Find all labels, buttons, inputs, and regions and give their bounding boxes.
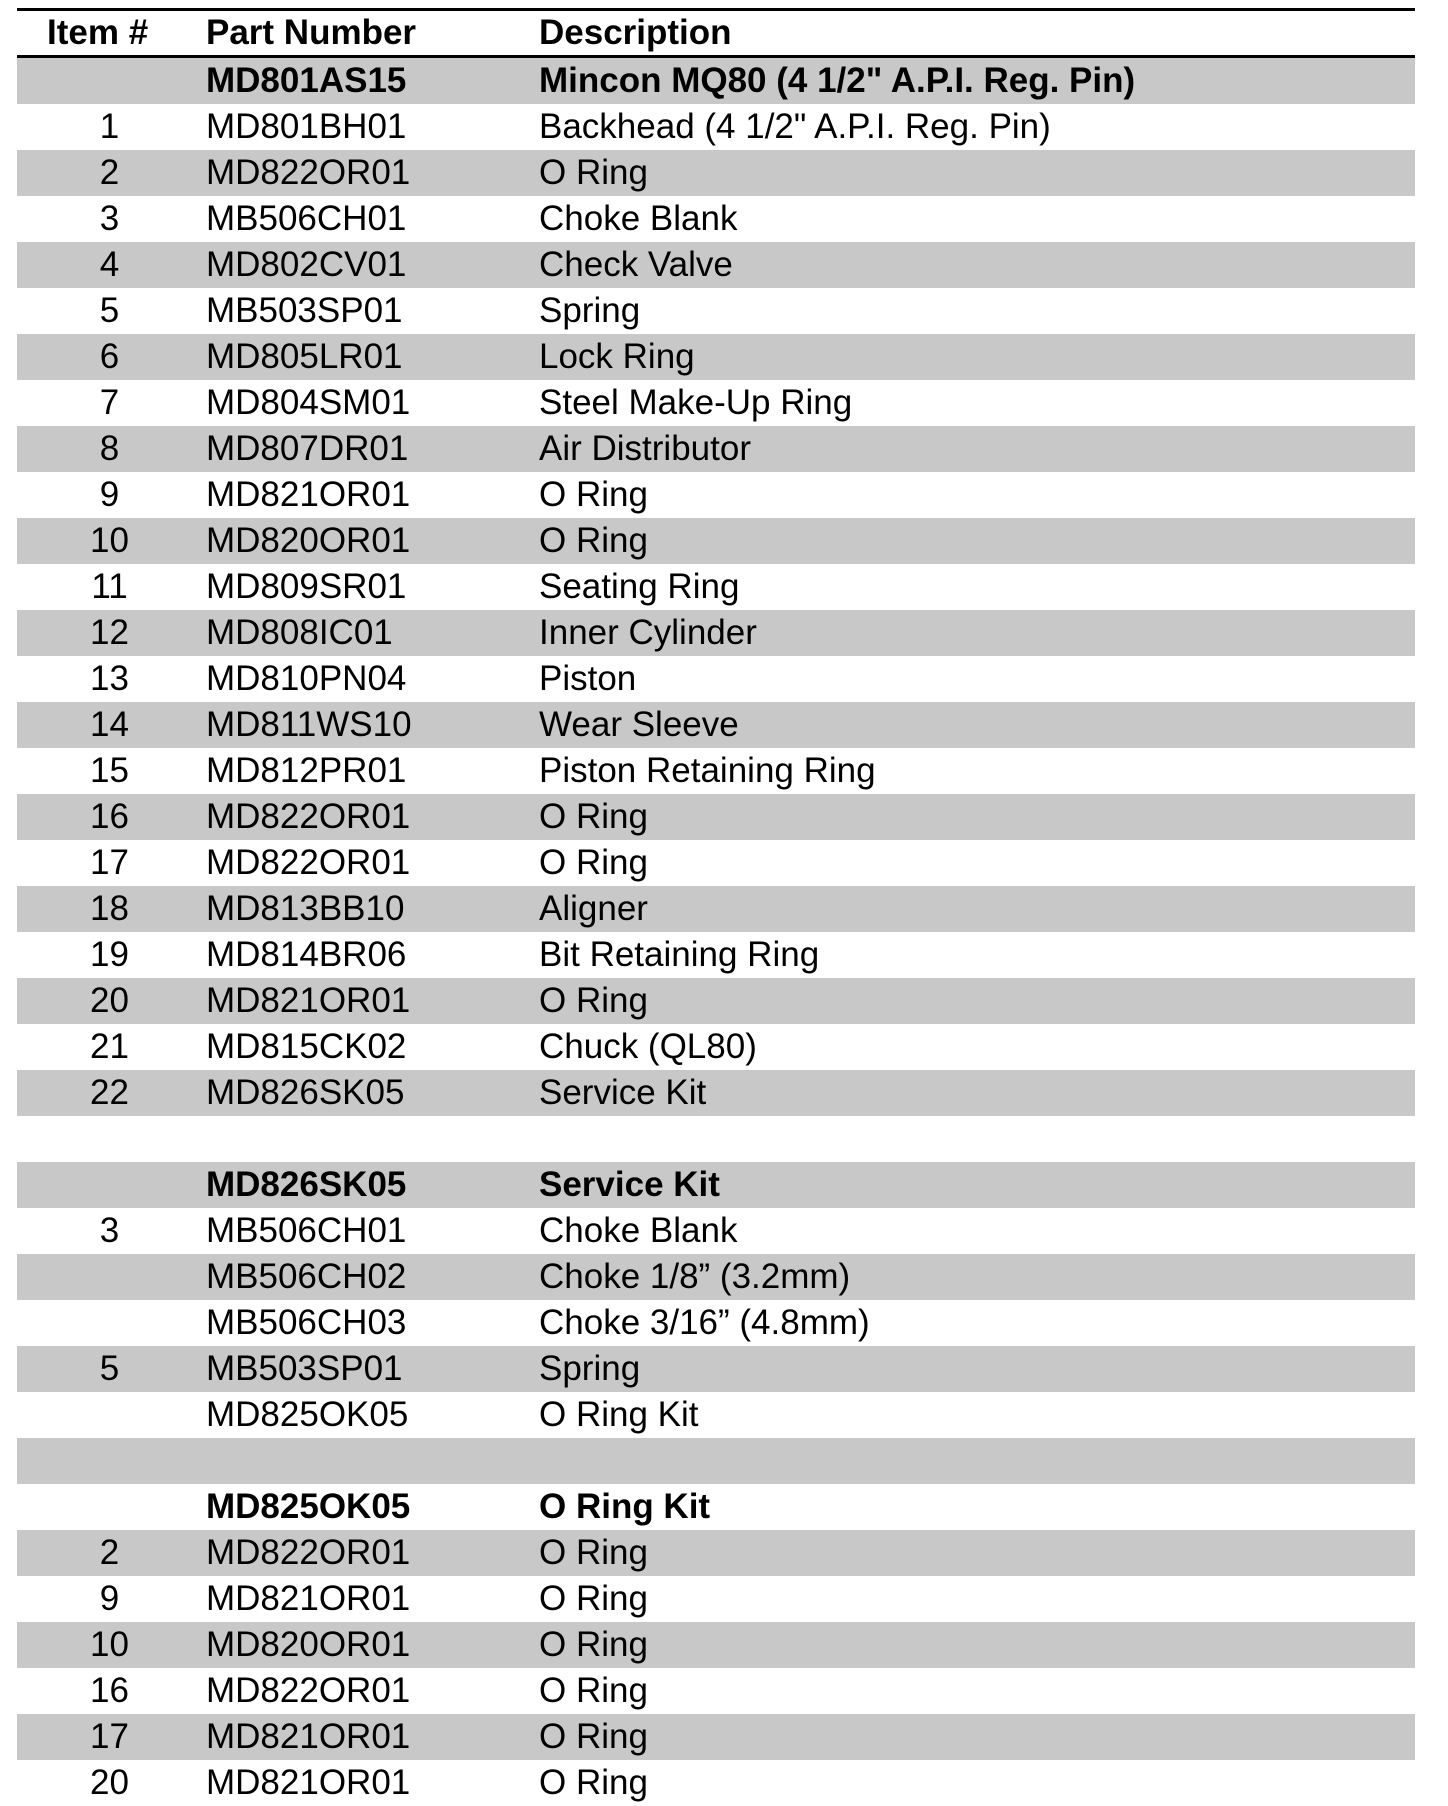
table-row — [17, 58, 1415, 104]
part-number-cell: MD804SM01 — [206, 383, 411, 422]
table-row — [17, 1346, 1415, 1392]
item-number-cell: 15 — [90, 751, 129, 790]
item-number-cell: 19 — [90, 935, 129, 974]
table-row — [17, 1254, 1415, 1300]
item-number-cell: 16 — [90, 797, 129, 836]
table-row — [17, 426, 1415, 472]
part-number-cell: MD811WS10 — [206, 705, 412, 744]
item-number-cell: 2 — [99, 1533, 120, 1572]
description-cell: Air Distributor — [539, 429, 751, 468]
table-row — [17, 1392, 1415, 1438]
part-number-cell: MD822OR01 — [206, 797, 411, 836]
part-number-cell: MD825OK05 — [206, 1395, 409, 1434]
description-cell: Aligner — [539, 889, 648, 928]
part-number-cell: MB503SP01 — [206, 291, 403, 330]
description-cell: Mincon MQ80 (4 1/2" A.P.I. Reg. Pin) — [539, 61, 1136, 100]
part-number-cell: MD821OR01 — [206, 1763, 411, 1802]
part-number-cell: MD810PN04 — [206, 659, 407, 698]
table-row — [17, 1576, 1415, 1622]
item-number-cell: 9 — [99, 1579, 120, 1618]
description-cell: O Ring — [539, 1763, 648, 1802]
item-number-cell: 5 — [99, 1349, 120, 1388]
description-cell: Choke Blank — [539, 1211, 738, 1250]
item-number-cell: 18 — [90, 889, 129, 928]
part-number-cell: MD821OR01 — [206, 981, 411, 1020]
header-description: Description — [539, 13, 732, 52]
parts-list-table — [17, 8, 1415, 1806]
item-number-cell: 9 — [99, 475, 120, 514]
description-cell: O Ring — [539, 981, 648, 1020]
description-cell: Service Kit — [539, 1073, 707, 1112]
description-cell: Spring — [539, 1349, 641, 1388]
part-number-cell: MD813BB10 — [206, 889, 405, 928]
table-row — [17, 150, 1415, 196]
table-row — [17, 1300, 1415, 1346]
description-cell: Lock Ring — [539, 337, 695, 376]
part-number-cell: MD820OR01 — [206, 1625, 411, 1664]
part-number-cell: MD822OR01 — [206, 843, 411, 882]
table-row — [17, 1530, 1415, 1576]
description-cell: Piston — [539, 659, 637, 698]
item-number-cell: 11 — [91, 567, 128, 606]
table-row — [17, 1622, 1415, 1668]
description-cell: Choke 3/16” (4.8mm) — [539, 1303, 870, 1342]
item-number-cell: 16 — [90, 1671, 129, 1710]
part-number-cell: MD801AS15 — [206, 61, 407, 100]
description-cell: Steel Make-Up Ring — [539, 383, 853, 422]
description-cell: O Ring — [539, 1625, 648, 1664]
part-number-cell: MD820OR01 — [206, 521, 411, 560]
part-number-cell: MB506CH01 — [206, 1211, 407, 1250]
item-number-cell: 1 — [99, 107, 120, 146]
item-number-cell: 14 — [90, 705, 129, 744]
description-cell: O Ring — [539, 1717, 648, 1756]
item-number-cell: 6 — [99, 337, 120, 376]
part-number-cell: MD807DR01 — [206, 429, 409, 468]
item-number-cell: 3 — [99, 199, 120, 238]
table-row — [17, 334, 1415, 380]
part-number-cell: MD812PR01 — [206, 751, 407, 790]
part-number-cell: MB506CH03 — [206, 1303, 407, 1342]
part-number-cell: MD822OR01 — [206, 1671, 411, 1710]
description-cell: O Ring — [539, 843, 648, 882]
table-row — [17, 1024, 1415, 1070]
table-row — [17, 288, 1415, 334]
table-row — [17, 794, 1415, 840]
header-item-number: Item # — [47, 13, 149, 52]
item-number-cell: 8 — [99, 429, 120, 468]
table-row — [17, 610, 1415, 656]
item-number-cell: 20 — [90, 981, 129, 1020]
description-cell: Wear Sleeve — [539, 705, 739, 744]
item-number-cell: 22 — [90, 1073, 129, 1112]
table-row — [17, 1760, 1415, 1806]
table-row — [17, 242, 1415, 288]
description-cell: O Ring Kit — [539, 1487, 711, 1526]
item-number-cell: 13 — [90, 659, 129, 698]
part-number-cell: MD821OR01 — [206, 475, 411, 514]
table-row — [17, 1438, 1415, 1484]
table-header — [17, 11, 1415, 58]
description-cell: Choke Blank — [539, 199, 738, 238]
table-row — [17, 104, 1415, 150]
table-row — [17, 932, 1415, 978]
part-number-cell: MD822OR01 — [206, 153, 411, 192]
description-cell: Bit Retaining Ring — [539, 935, 820, 974]
description-cell: Backhead (4 1/2" A.P.I. Reg. Pin) — [539, 107, 1051, 146]
description-cell: O Ring — [539, 797, 648, 836]
table-row — [17, 978, 1415, 1024]
item-number-cell: 17 — [90, 843, 129, 882]
item-number-cell: 5 — [99, 291, 120, 330]
description-cell: Chuck (QL80) — [539, 1027, 757, 1066]
table-row — [17, 1484, 1415, 1530]
description-cell: O Ring — [539, 1671, 648, 1710]
table-row — [17, 1208, 1415, 1254]
description-cell: Check Valve — [539, 245, 733, 284]
description-cell: O Ring Kit — [539, 1395, 699, 1434]
table-row — [17, 196, 1415, 242]
table-row — [17, 702, 1415, 748]
description-cell: O Ring — [539, 1579, 648, 1618]
part-number-cell: MB503SP01 — [206, 1349, 403, 1388]
part-number-cell: MD801BH01 — [206, 107, 407, 146]
part-number-cell: MD808IC01 — [206, 613, 393, 652]
item-number-cell: 21 — [90, 1027, 129, 1066]
table-row — [17, 886, 1415, 932]
table-row — [17, 656, 1415, 702]
description-cell: O Ring — [539, 521, 648, 560]
description-cell: Inner Cylinder — [539, 613, 757, 652]
part-number-cell: MD815CK02 — [206, 1027, 407, 1066]
description-cell: Choke 1/8” (3.2mm) — [539, 1257, 851, 1296]
item-number-cell: 4 — [99, 245, 120, 284]
item-number-cell: 10 — [90, 521, 129, 560]
description-cell: Spring — [539, 291, 641, 330]
item-number-cell: 17 — [90, 1717, 129, 1756]
part-number-cell: MD826SK05 — [206, 1165, 407, 1204]
description-cell: O Ring — [539, 475, 648, 514]
part-number-cell: MD805LR01 — [206, 337, 403, 376]
part-number-cell: MD822OR01 — [206, 1533, 411, 1572]
table-row — [17, 1116, 1415, 1162]
table-row — [17, 748, 1415, 794]
item-number-cell: 10 — [90, 1625, 129, 1664]
description-cell: Seating Ring — [539, 567, 740, 606]
table-row — [17, 1070, 1415, 1116]
part-number-cell: MD814BR06 — [206, 935, 407, 974]
item-number-cell: 2 — [99, 153, 120, 192]
part-number-cell: MD821OR01 — [206, 1579, 411, 1618]
item-number-cell: 3 — [99, 1211, 120, 1250]
description-cell: Piston Retaining Ring — [539, 751, 876, 790]
description-cell: Service Kit — [539, 1165, 720, 1204]
table-row — [17, 518, 1415, 564]
header-part-number: Part Number — [206, 13, 417, 52]
description-cell: O Ring — [539, 153, 648, 192]
part-number-cell: MD809SR01 — [206, 567, 407, 606]
table-row — [17, 472, 1415, 518]
item-number-cell: 20 — [90, 1763, 129, 1802]
table-row — [17, 380, 1415, 426]
item-number-cell: 12 — [90, 613, 129, 652]
description-cell: O Ring — [539, 1533, 648, 1572]
part-number-cell: MD802CV01 — [206, 245, 407, 284]
table-row — [17, 1668, 1415, 1714]
part-number-cell: MD821OR01 — [206, 1717, 411, 1756]
table-row — [17, 1162, 1415, 1208]
part-number-cell: MD826SK05 — [206, 1073, 405, 1112]
table-row — [17, 1714, 1415, 1760]
item-number-cell: 7 — [99, 383, 120, 422]
part-number-cell: MB506CH01 — [206, 199, 407, 238]
table-row — [17, 564, 1415, 610]
table-body — [17, 58, 1415, 1806]
part-number-cell: MB506CH02 — [206, 1257, 407, 1296]
part-number-cell: MD825OK05 — [206, 1487, 411, 1526]
table-row — [17, 840, 1415, 886]
